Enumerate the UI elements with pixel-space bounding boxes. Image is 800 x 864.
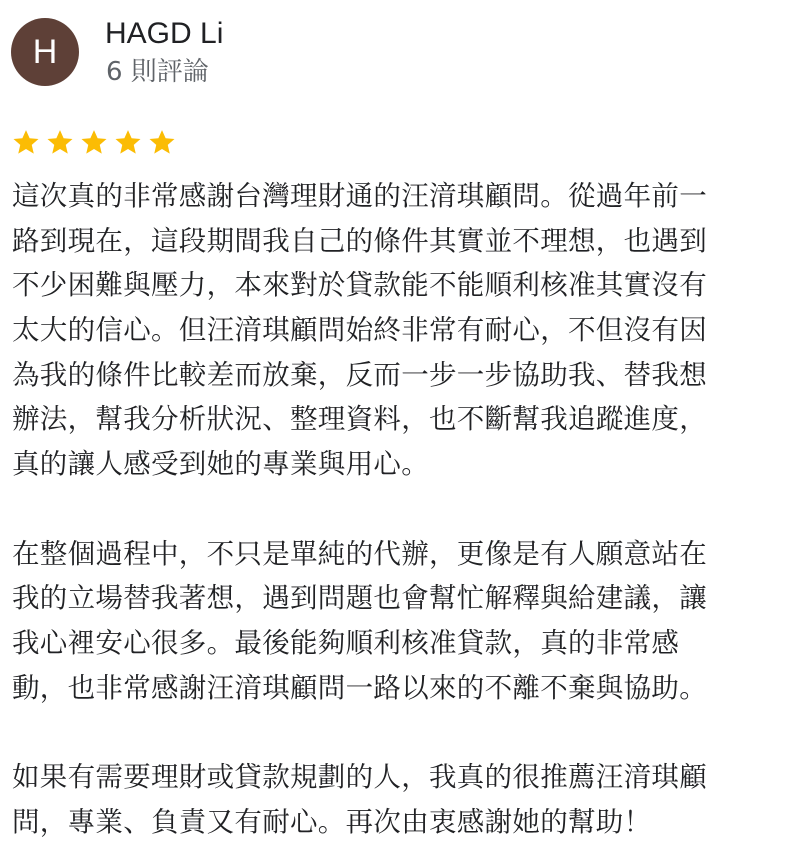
star-icon: [113, 127, 143, 157]
review-line: 路到現在，這段期間我自己的條件其實並不理想，也遇到: [12, 224, 707, 257]
review-line: 我心裡安心很多。最後能夠順利核准貸款，真的非常感: [12, 626, 680, 659]
reviewer-name[interactable]: HAGD Li: [105, 17, 224, 50]
star-rating: [11, 127, 177, 157]
review-line: 動，也非常感謝汪湇琪顧問一路以來的不離不棄與協助。: [12, 671, 707, 704]
review-line: 真的讓人感受到她的專業與用心。: [12, 448, 429, 481]
review-line: 太大的信心。但汪湇琪顧問始終非常有耐心，不但沒有因: [12, 314, 707, 347]
review-line: 辦法，幫我分析狀況、整理資料，也不斷幫我追蹤進度，: [12, 403, 707, 436]
reviewer-header: [0, 0, 800, 110]
review-paragraph: [12, 755, 792, 844]
star-icon: [147, 127, 177, 157]
star-icon: [79, 127, 109, 157]
review-paragraph: [12, 174, 792, 487]
review-line: 我的立場替我著想，遇到問題也會幫忙解釋與給建議，讓: [12, 582, 707, 615]
review-count: 6 則評論: [106, 57, 209, 87]
review-paragraph: [12, 532, 792, 711]
review-line: 這次真的非常感謝台灣理財通的汪湇琪顧問。從過年前一: [12, 180, 707, 212]
star-icon: [45, 127, 75, 157]
paragraph-spacer: [12, 487, 792, 532]
star-icon: [11, 127, 41, 157]
review-line: 在整個過程中，不只是單純的代辦，更像是有人願意站在: [12, 537, 707, 570]
review-text: [12, 174, 792, 844]
paragraph-spacer: [12, 710, 792, 755]
review-line: 如果有需要理財或貸款規劃的人，我真的很推薦汪湇琪顧: [12, 760, 707, 793]
reviewer-avatar[interactable]: [11, 18, 79, 86]
avatar-initial: H: [32, 32, 58, 71]
review-line: 為我的條件比較差而放棄，反而一步一步協助我、替我想: [12, 358, 707, 391]
review-line: 不少困難與壓力，本來對於貸款能不能順利核准其實沒有: [12, 269, 707, 302]
review-line: 問，專業、負責又有耐心。再次由衷感謝她的幫助！: [12, 805, 652, 838]
